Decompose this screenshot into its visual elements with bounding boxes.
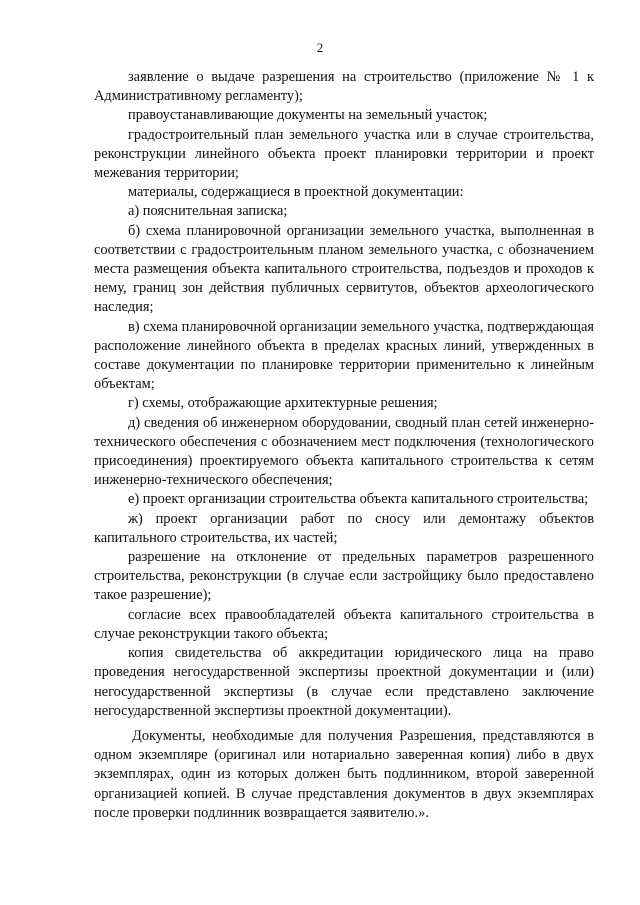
- page-number: 2: [316, 40, 324, 55]
- list-item-a: а) пояснительная записка;: [128, 203, 288, 220]
- paragraph-title-documents: правоустанавливающие документы на земельный участок;: [128, 107, 488, 124]
- paragraph-accreditation-copy: копия свидетельства об аккредитации юридического лица на право проведения негосударственной экспертизы проектной документации и (или) негосударственной экспертизы (в случае если представлено заключение негосударственной экспертизы проектной документации).: [94, 645, 594, 719]
- paragraph-deviation-permit: разрешение на отклонение от предельных параметров разрешенного строительства, реконструкции (в случае если застройщику было предоставлено такое разрешение);: [94, 549, 594, 604]
- paragraph-owners-consent: согласие всех правообладателей объекта капитального строительства в случае реконструкции такого объекта;: [94, 606, 594, 642]
- list-item-v: в) схема планировочной организации земельного участка, подтверждающая расположение линейного объекта в пределах красных линий, утвержденных в составе документации по планировке территории применительно к линейным объектам;: [94, 318, 594, 393]
- list-item-zh: ж) проект организации работ по сносу или демонтажу объектов капитального строительства, их частей;: [94, 510, 594, 546]
- list-item-e: е) проект организации строительства объекта капитального строительства;: [128, 491, 589, 508]
- paragraph-project-materials: материалы, содержащиеся в проектной документации:: [128, 184, 464, 201]
- paragraph-urban-plan: градостроительный план земельного участка или в случае строительства, реконструкции линейного объекта проект планировки территории и проект межевания территории;: [94, 126, 594, 182]
- list-item-g: г) схемы, отображающие архитектурные решения;: [128, 395, 438, 412]
- document-body: [94, 68, 594, 823]
- paragraph-application: заявление о выдаче разрешения на строительство (приложение № 1 к Административному регламенту);: [94, 69, 594, 105]
- paragraph-submission-rules: Документы, необходимые для получения Разрешения, представляются в одном экземпляре (оригинал или нотариально заверенная копия) либо в двух экземплярах, один из которых должен быть подлинником, второй заверенной организацией копией. В случае представления документов в двух экземплярах после проверки подлинник возвращается заявителю.».: [94, 727, 594, 821]
- list-item-d: д) сведения об инженерном оборудовании, сводный план сетей инженерно-технического обеспечения с обозначением мест подключения (технологического присоединения) проектируемого объекта капитального строительства к сетям инженерно-технического обеспечения;: [94, 414, 594, 489]
- list-item-b: б) схема планировочной организации земельного участка, выполненная в соответствии с градостроительным планом земельного участка, с обозначением места размещения объекта капитального строительства, подъездов и проходов к нему, границ зон действия публичных сервитутов, объектов археологического наследия;: [94, 222, 594, 316]
